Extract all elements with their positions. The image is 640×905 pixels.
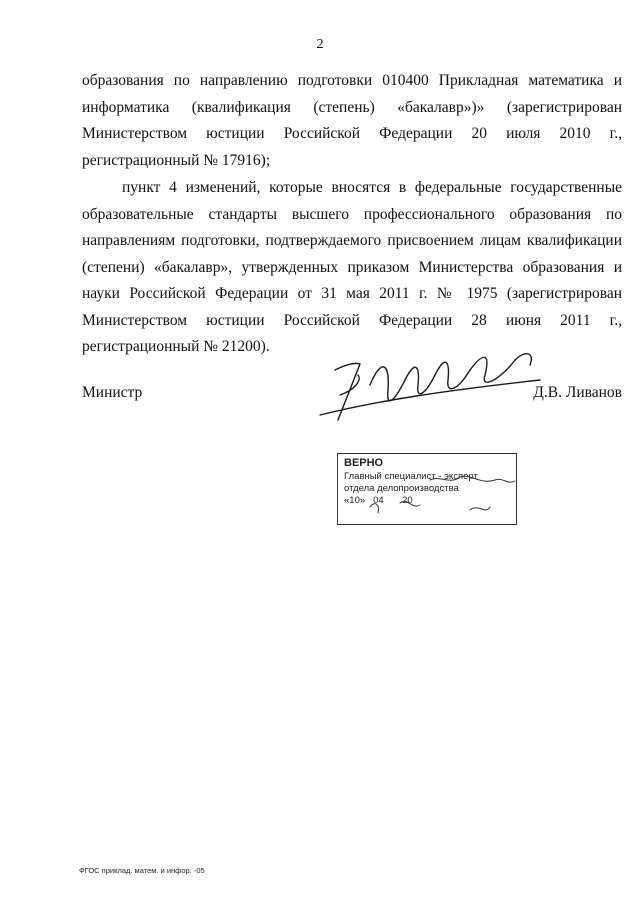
stamp-year-prefix: 20 [402, 495, 413, 506]
certification-stamp [337, 453, 517, 525]
paragraph-1: образования по направлению подготовки 010400 Прикладная математика и информатика (квалификация (степень) «бакалавр»)» (зарегистрирован Министерством юстиции Российской Федерации 20 июля 2010 г., регистрационный № 17916); [82, 72, 622, 169]
footer-code: ФГОС приклад. матем. и инфор. -05 [79, 866, 205, 875]
stamp-line-1: Главный специалист - эксперт [344, 471, 478, 482]
paragraph-2: пункт 4 изменений, которые вносятся в федеральные государственные образовательные стандарты высшего профессионального образования по направлениям подготовки, подтверждаемого присвоением лицам квалификации (степени) «бакалавр», утвержденных приказом Министерства образования и науки Российской Федерации от 31 мая 2011 г. № 1975 (зарегистрирован Министерством юстиции Российской Федерации 28 июня 2011 г., регистрационный № 21200). [82, 179, 622, 355]
stamp-month: 04 [373, 495, 384, 506]
stamp-day: 10 [349, 495, 360, 506]
stamp-date: «10» 04 20 [344, 495, 413, 506]
stamp-title: ВЕРНО [344, 457, 384, 469]
signature-row [82, 384, 622, 410]
signatory-name: Д.В. Ливанов [533, 384, 622, 401]
signatory-title: Министр [82, 384, 143, 401]
stamp-line-2: отдела делопроизводства [344, 483, 459, 494]
page-number: 2 [316, 37, 324, 52]
